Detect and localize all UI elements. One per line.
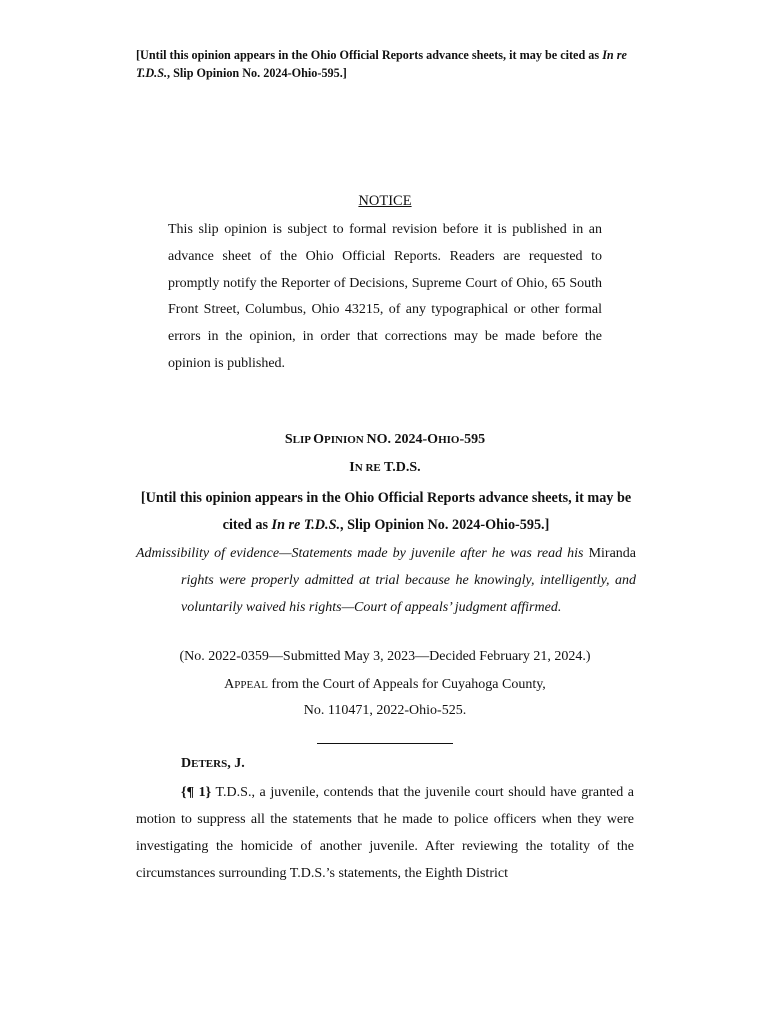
- citation-instruction-text: [Until this opinion appears in the Ohio Official Reports advance sheets, it may be cited as: [140, 490, 632, 533]
- author-part: ETERS: [191, 758, 228, 770]
- slip-title-part: N: [366, 432, 377, 447]
- appeal-part: A: [224, 677, 235, 692]
- author-part: , J.: [227, 756, 245, 771]
- case-name-part: T.D.S.: [380, 460, 421, 475]
- slip-title-part: O. 2024-O: [376, 432, 439, 447]
- syllabus-text-end: rights were properly admitted at trial because he knowingly, intelligently, and voluntarily waived his rights—Court of appeals’ judgment affirmed.: [181, 573, 636, 615]
- paragraph-marker: {¶ 1}: [181, 785, 212, 800]
- notice-title: NOTICE: [358, 193, 412, 209]
- syllabus-text: Admissibility of evidence—Statements made by juvenile after he was read his: [136, 546, 589, 561]
- citation-instruction: [136, 485, 636, 539]
- slip-title-part: O: [313, 432, 325, 447]
- opinion-author: [181, 756, 245, 772]
- notice-body: This slip opinion is subject to formal revision before it is published in an advance sheet of the Ohio Official Reports. Readers are requested to promptly notify the Reporter of Decisions, Supreme Court of Ohio, 65 South Front Street, Columbus, Ohio 43215, of any typographical or other formal errors in the opinion, in order that corrections may be made before the opinion is published.: [168, 222, 602, 371]
- slip-title-part: S: [284, 432, 293, 447]
- case-name-heading: [0, 460, 770, 476]
- appeal-line: [0, 677, 770, 693]
- slip-title-part: PINION: [324, 434, 367, 446]
- header-note-case-name: In re T.D.S.: [136, 48, 627, 80]
- citation-instruction-case: In re T.D.S.: [271, 517, 341, 533]
- citation-instruction-text-end: , Slip Opinion No. 2024-Ohio-595.]: [340, 517, 550, 533]
- appeal-part: from the Court of Appeals for Cuyahoga County,: [267, 677, 546, 692]
- case-name-part: N RE: [354, 462, 381, 474]
- author-part: D: [181, 756, 192, 771]
- case-name-part: I: [349, 460, 355, 475]
- opinion-paragraph-1: [136, 779, 634, 887]
- appeal-part: PPEAL: [234, 679, 268, 691]
- slip-title-part: LIP: [292, 434, 314, 446]
- section-divider: [317, 743, 453, 744]
- slip-opinion-title: [0, 432, 770, 448]
- paragraph-text: T.D.S., a juvenile, contends that the juvenile court should have granted a motion to suppress all the statements that he made to police officers when they were investigating the homicide of another juvenile. After reviewing the totality of the circumstances surrounding T.D.S.’s statements, the Eighth District: [136, 785, 635, 881]
- docket-line: (No. 2022-0359—Submitted May 3, 2023—Decided February 21, 2024.): [179, 649, 591, 664]
- header-note-text: [Until this opinion appears in the Ohio Official Reports advance sheets, it may be cited as: [136, 48, 603, 62]
- syllabus-miranda: Miranda: [588, 546, 636, 561]
- syllabus: [136, 540, 636, 621]
- header-note-text-end: , Slip Opinion No. 2024-Ohio-595.]: [167, 66, 347, 80]
- slip-title-part: -595: [459, 432, 486, 447]
- slip-title-part: HIO: [438, 434, 460, 446]
- appeal-number: No. 110471, 2022-Ohio-525.: [303, 703, 467, 718]
- citation-header-note: [136, 46, 636, 82]
